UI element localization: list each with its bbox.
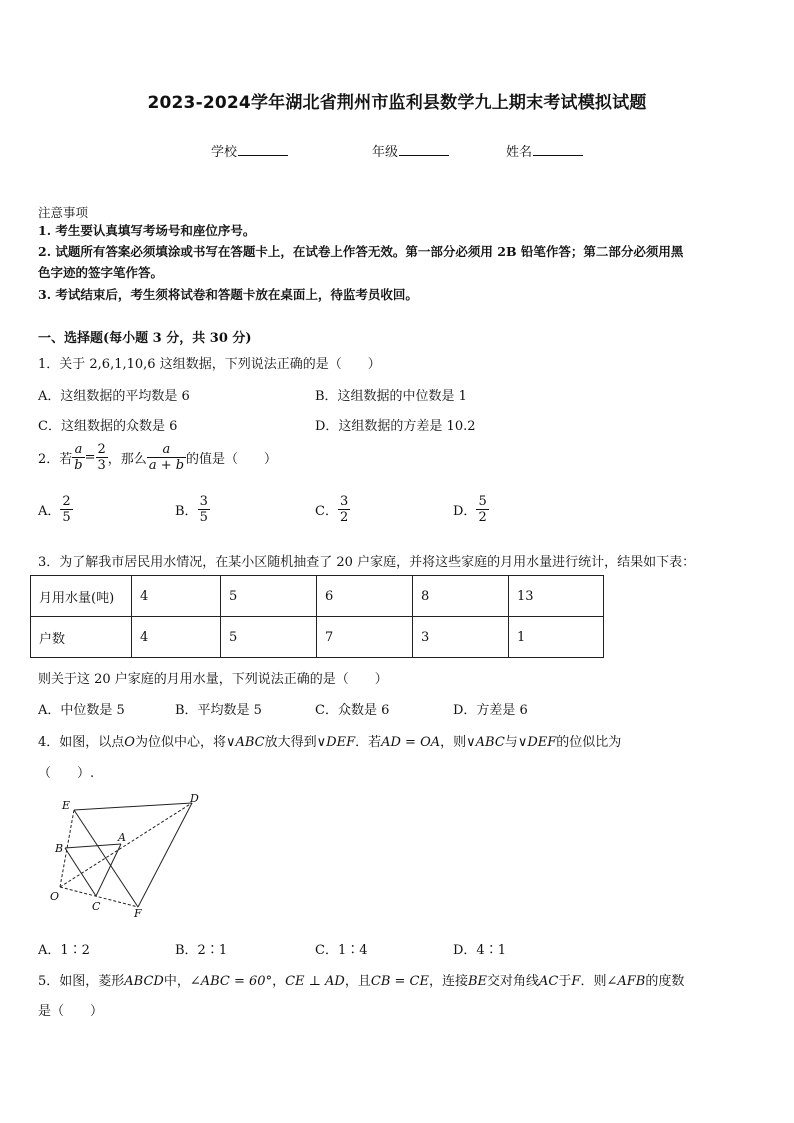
denominator: a + b <box>148 458 185 473</box>
q5-math: BE <box>467 974 488 989</box>
denominator: b <box>74 458 83 473</box>
q4-math: ∨DEF <box>316 735 356 750</box>
notice-item: 3. 考试结束后，考生须将试卷和答题卡放在桌面上，待监考员收回。 <box>38 287 418 302</box>
q1-option-c: C．这组数据的众数是 6 <box>38 419 178 434</box>
grade-label: 年级 <box>372 145 399 160</box>
denominator: 5 <box>62 510 71 525</box>
name-label: 姓名 <box>506 145 533 160</box>
table-cell: 5 <box>221 617 317 658</box>
question-3-stem: 3．为了解我市居民用水情况，在某小区随机抽查了 20 户家庭，并将这些家庭的月用水量进行统计，结果如下表： <box>38 555 696 570</box>
page-title: 2023-2024学年湖北省荆州市监利县数学九上期末考试模拟试题 <box>147 93 647 113</box>
edge-DF <box>138 803 192 907</box>
q2-fraction-2-3 <box>96 442 108 473</box>
question-5-stem <box>38 970 684 989</box>
q3-option-c: C．众数是 6 <box>315 703 390 718</box>
option-label: D． <box>453 504 477 519</box>
option-label: A． <box>38 504 61 519</box>
q4-text: 的位似比为 <box>556 735 622 750</box>
question-5-stem-line2: 是（ ） <box>38 1004 104 1019</box>
numerator: a <box>74 442 83 457</box>
table-cell: 户数 <box>31 617 132 658</box>
table-cell: 7 <box>317 617 413 658</box>
grade-blank <box>399 143 449 156</box>
similarity-figure <box>40 790 210 925</box>
denominator: 2 <box>339 510 349 525</box>
section-heading: 一、选择题(每小题 3 分，共 30 分) <box>38 331 252 346</box>
q1-option-d: D．这组数据的方差是 10.2 <box>315 419 476 434</box>
q2-fraction-target <box>147 442 186 473</box>
notice-item: 2. 试题所有答案必须填涂或书写在答题卡上，在试卷上作答无效。第一部分必须用 2B 铅笔作答；第二部分必须用黑 <box>38 244 684 259</box>
label-O: O <box>50 890 60 903</box>
label-B: B <box>55 842 64 855</box>
option-label: B． <box>175 504 198 519</box>
table-cell: 1 <box>509 617 604 658</box>
question-3-follow: 则关于这 20 户家庭的月用水量，下列说法正确的是（ ） <box>38 672 388 687</box>
question-1-stem: 1．关于 2,6,1,10,6 这组数据，下列说法正确的是（ ） <box>38 357 381 372</box>
option-fraction <box>60 494 72 525</box>
q2-option-d <box>453 494 489 525</box>
denominator: 5 <box>199 510 208 525</box>
q4-text: ．若 <box>355 735 382 750</box>
q5-math: ABCD <box>124 974 164 989</box>
q2-text: ，那么 <box>107 452 147 467</box>
label-C: C <box>92 900 101 913</box>
numerator: 3 <box>339 494 349 509</box>
q4-math: O <box>124 735 135 750</box>
water-usage-table <box>30 575 604 658</box>
q1-option-a: A．这组数据的平均数是 6 <box>38 389 190 404</box>
q2-option-b <box>175 494 210 525</box>
q4-text: 放大得到 <box>264 735 317 750</box>
q5-text: ．则 <box>580 974 607 989</box>
numerator: 2 <box>97 442 106 457</box>
question-2-stem <box>38 442 277 473</box>
edge-AC <box>96 844 121 896</box>
table-cell: 3 <box>413 617 509 658</box>
table-cell: 13 <box>509 576 604 617</box>
question-4-stem-line2: （ ）. <box>38 766 95 781</box>
q5-text: 的度数 <box>645 974 685 989</box>
table-cell: 月用水量(吨) <box>31 576 132 617</box>
grade-field <box>372 141 449 160</box>
notice-item: 1. 考生要认真填写考场号和座位序号。 <box>38 223 256 238</box>
q4-math: ∨ABC <box>225 735 265 750</box>
label-A: A <box>118 831 126 844</box>
ray-OD <box>60 803 192 887</box>
q5-text: 于 <box>558 974 572 989</box>
q2-fraction-a-b <box>72 442 84 473</box>
denominator: 2 <box>478 510 487 525</box>
q5-text: ， <box>272 974 286 989</box>
notice-item: 色字迹的签字笔作答。 <box>38 265 164 280</box>
q2-text: 的值是（ ） <box>186 452 278 467</box>
numerator: 2 <box>62 494 71 509</box>
numerator: 3 <box>199 494 208 509</box>
q5-math: CE ⊥ AD <box>285 974 345 989</box>
edge-EF <box>74 810 138 907</box>
table-cell: 6 <box>317 576 413 617</box>
option-label: C． <box>315 504 338 519</box>
q5-math: F <box>571 974 581 989</box>
edge-BA <box>65 844 121 848</box>
q5-math: ∠AFB <box>606 974 646 989</box>
denominator: 3 <box>97 458 106 473</box>
q5-text: ，连接 <box>428 974 468 989</box>
q4-option-b: B．2∶1 <box>175 943 228 958</box>
numerator: 5 <box>478 494 487 509</box>
q5-math: ∠ABC = 60° <box>189 974 273 989</box>
q4-math: ∨ABC <box>466 735 505 750</box>
q4-math: ∨DEF <box>517 735 557 750</box>
q4-math: AD = OA <box>381 735 441 750</box>
q4-text: 与 <box>504 735 518 750</box>
q4-option-d: D．4∶1 <box>453 943 506 958</box>
label-E: E <box>62 799 71 812</box>
option-fraction <box>476 494 488 525</box>
q4-text: 4．如图，以点 <box>38 735 125 750</box>
numerator: a <box>162 442 171 457</box>
q2-option-a <box>38 494 73 525</box>
school-label: 学校 <box>211 145 238 160</box>
q4-option-c: C．1∶4 <box>315 943 368 958</box>
q5-text: 5．如图，菱形 <box>38 974 125 989</box>
name-field <box>506 141 583 160</box>
q1-option-b: B．这组数据的中位数是 1 <box>315 389 467 404</box>
label-F: F <box>134 907 142 920</box>
q4-option-a: A．1∶2 <box>38 943 90 958</box>
q5-math: AC <box>539 974 559 989</box>
school-blank <box>238 143 288 156</box>
q4-text: ，则 <box>440 735 467 750</box>
q5-math: CB = CE <box>370 974 429 989</box>
school-field <box>211 141 288 160</box>
name-blank <box>533 143 583 156</box>
q5-text: 交对角线 <box>487 974 540 989</box>
notice-heading: 注意事项 <box>38 205 89 220</box>
edge-BC <box>65 848 96 896</box>
q2-equals: = <box>84 450 96 465</box>
q5-text: ，且 <box>344 974 371 989</box>
label-D: D <box>190 792 199 805</box>
table-cell: 4 <box>132 617 221 658</box>
q2-option-c <box>315 494 350 525</box>
q3-option-a: A．中位数是 5 <box>38 703 125 718</box>
edge-ED <box>74 803 192 810</box>
q3-option-b: B．平均数是 5 <box>175 703 262 718</box>
option-fraction <box>198 494 210 525</box>
table-cell: 8 <box>413 576 509 617</box>
q4-text: 为位似中心，将 <box>134 735 226 750</box>
option-fraction <box>338 494 350 525</box>
q3-option-d: D．方差是 6 <box>453 703 528 718</box>
question-4-stem <box>38 731 621 750</box>
q5-text: 中， <box>163 974 190 989</box>
q2-text: 2．若 <box>38 452 73 467</box>
table-row <box>31 617 604 658</box>
table-cell: 5 <box>221 576 317 617</box>
table-row <box>31 576 604 617</box>
table-cell: 4 <box>132 576 221 617</box>
